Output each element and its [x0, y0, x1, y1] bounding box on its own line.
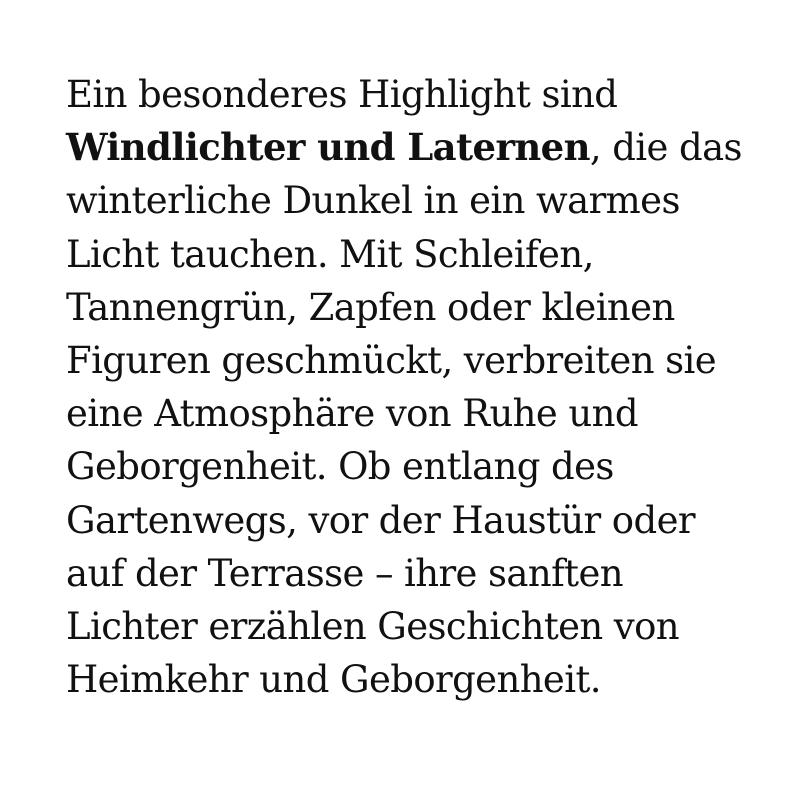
paragraph-line-8: Geborgenheit. Ob entlang des: [66, 445, 614, 489]
body-paragraph: [66, 68, 766, 706]
paragraph-line-1: Ein besonderes Highlight sind: [66, 73, 618, 116]
paragraph-line-2: [66, 121, 766, 174]
paragraph-line-10: auf der Terrasse – ihre sanften: [66, 551, 623, 595]
paragraph-line-5: Tannengrün, Zapfen oder kleinen: [66, 285, 675, 329]
paragraph-line-2-rest: , die das: [589, 126, 742, 170]
highlight-phrase: Windlichter und Laternen: [66, 125, 590, 170]
paragraph-line-11: Lichter erzählen Geschichten von: [66, 605, 679, 649]
paragraph-line-7: eine Atmosphäre von Ruhe und: [66, 392, 638, 436]
paragraph-line-9: Gartenwegs, vor der Haustür oder: [66, 498, 695, 542]
paragraph-line-12: Heimkehr und Geborgenheit.: [66, 658, 601, 702]
paragraph-line-6: Figuren geschmückt, verbreiten sie: [66, 339, 717, 383]
paragraph-line-4: Licht tauchen. Mit Schleifen,: [66, 232, 594, 276]
paragraph-line-3: winterliche Dunkel in ein warmes: [66, 179, 680, 223]
